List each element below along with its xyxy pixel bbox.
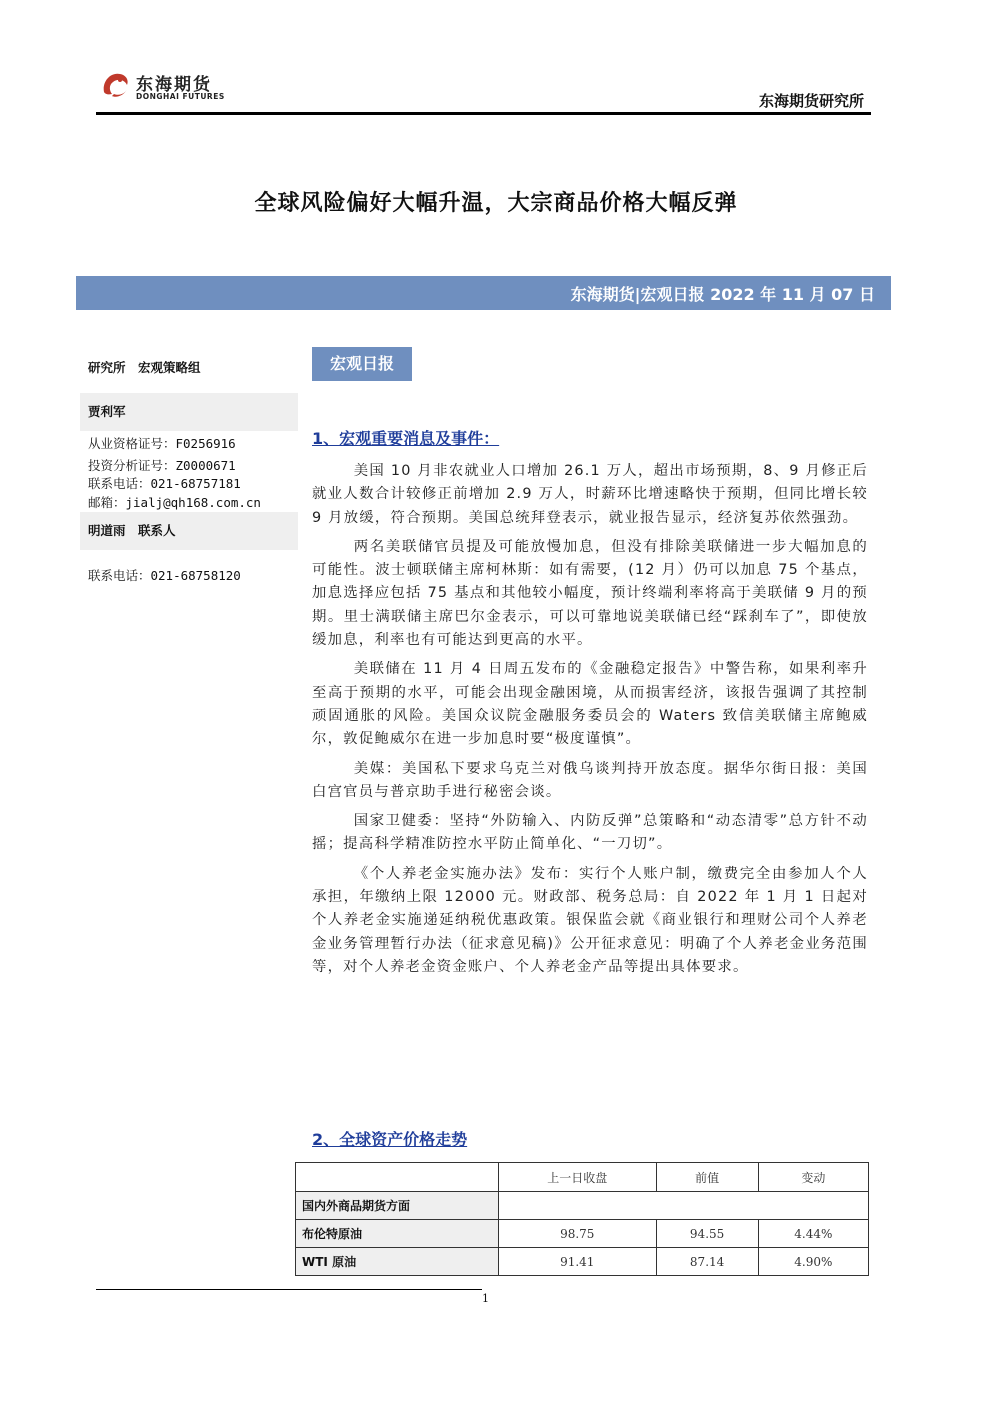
sidebar-invest-line: 投资分析证号：Z0000671 <box>88 458 236 473</box>
table-header-row <box>296 1163 869 1192</box>
report-banner <box>76 276 891 310</box>
section2-heading: 2、全球资产价格走势 <box>312 1130 468 1149</box>
table-group-row <box>296 1192 869 1220</box>
sidebar-contact-name: 明道雨 联系人 <box>80 512 298 550</box>
page-number: 1 <box>482 1292 489 1305</box>
table-header-cell: 变动 <box>758 1163 868 1192</box>
sidebar-contact-phone: 联系电话：021-68758120 <box>88 568 241 583</box>
paragraph: 国家卫健委：坚持“外防输入、内防反弹”总策略和“动态清零”总方针不动摇；提高科学精准防控水平防止简单化、“一刀切”。 <box>312 813 868 853</box>
sidebar-dept: 研究所 宏观策略组 <box>88 360 201 375</box>
asset-price-table <box>295 1162 869 1276</box>
paragraph: 两名美联储官员提及可能放慢加息，但没有排除美联储进一步大幅加息的可能性。波士顿联储主席柯林斯：如有需要，(12 月）仍可以加息 75 个基点，加息选择应包括 75 基点和其他较小幅度，预计终端利率将高于美联储 9 月的预期。里士满联储主席巴尔金表示，可以可靠地说美联储已经“踩刹车了”，即使放缓加息，利率也有可能达到更高的水平。 <box>312 538 868 649</box>
asset-prev: 94.55 <box>656 1220 758 1248</box>
asset-name: 布伦特原油 <box>296 1220 499 1248</box>
logo-text-en: DONGHAI FUTURES <box>136 92 225 101</box>
paragraph: 美联储在 11 月 4 日周五发布的《金融稳定报告》中警告称，如果利率升至高于预期的水平，可能会出现金融困境，从而损害经济，该报告强调了其控制顽固通胀的风险。美国众议院金融服务委员会的 Waters 致信美联储主席鲍威尔，敦促鲍威尔在进一步加息时要“极度谨慎”。 <box>312 661 868 748</box>
footer-rule <box>96 1289 482 1290</box>
asset-change: 4.90% <box>758 1248 868 1276</box>
asset-change: 4.44% <box>758 1220 868 1248</box>
header-rule <box>96 112 871 115</box>
sidebar-email-line: 邮箱：jialj@qh168.com.cn <box>88 495 261 510</box>
logo-emblem-icon <box>98 68 132 102</box>
paragraph: 《个人养老金实施办法》发布：实行个人账户制，缴费完全由参加人个人承担，年缴纳上限 12000 元。财政部、税务总局：自 2022 年 1 月 1 日起对个人养老金实施递延纳税优惠政策。银保监会就《商业银行和理财公司个人养老金业务管理暂行办法（征求意见稿)》公开征求意见：明确了个人养老金业务范围等，对个人养老金资金账户、个人养老金产品等提出具体要求。 <box>312 865 868 975</box>
asset-close: 91.41 <box>499 1248 657 1276</box>
table-group-empty <box>499 1192 869 1220</box>
table-header-cell <box>296 1163 499 1192</box>
banner-text: 东海期货|宏观日报 2022 年 11 月 07 日 <box>570 285 875 304</box>
sidebar-analyst-name: 贾利军 <box>80 393 298 431</box>
asset-close: 98.75 <box>499 1220 657 1248</box>
report-title: 全球风险偏好大幅升温，大宗商品价格大幅反弹 <box>254 190 738 216</box>
section-tag: 宏观日报 <box>312 347 412 381</box>
sidebar-phone-line: 联系电话：021-68757181 <box>88 476 241 491</box>
sidebar-cert-line: 从业资格证号：F0256916 <box>88 436 236 451</box>
table-row <box>296 1220 869 1248</box>
section1-heading: 1、宏观重要消息及事件： <box>312 429 500 448</box>
news-body <box>312 460 868 985</box>
paragraph: 美媒：美国私下要求乌克兰对俄乌谈判持开放态度。据华尔街日报：美国白宫官员与普京助手进行秘密会谈。 <box>312 760 868 800</box>
logo-text-cn: 东海期货 <box>136 75 212 95</box>
table-header-cell: 上一日收盘 <box>499 1163 657 1192</box>
table-row <box>296 1248 869 1276</box>
asset-prev: 87.14 <box>656 1248 758 1276</box>
table-group-label: 国内外商品期货方面 <box>296 1192 499 1220</box>
asset-name: WTI 原油 <box>296 1248 499 1276</box>
paragraph: 美国 10 月非农就业人口增加 26.1 万人，超出市场预期，8、9 月修正后就业人数合计较修正前增加 2.9 万人，时薪环比增速略快于预期，但同比增长较 9 月放缓，符合预期。美国总统拜登表示，就业报告显示，经济复苏依然强劲。 <box>312 463 868 526</box>
table-header-cell: 前值 <box>656 1163 758 1192</box>
institute-name: 东海期货研究所 <box>758 92 864 110</box>
company-logo <box>98 66 228 106</box>
